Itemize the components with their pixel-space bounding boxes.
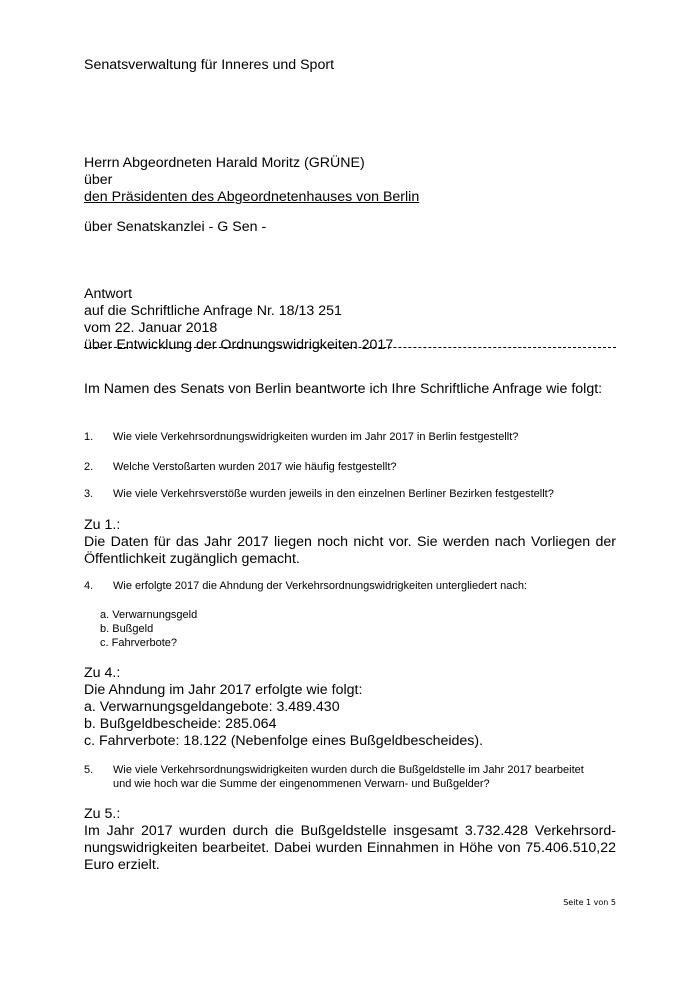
answer-text-5: Im Jahr 2017 wurden durch die Bußgeldstelle insgesamt 3.732.428 Verkehrsordnungswidrigkeiten bearbeitet. Dabei wurden Einnahmen in Höhe von 75.406.510,22 Euro erzielt. <box>84 823 616 873</box>
question-text: Wie viele Verkehrsverstöße wurden jeweils in den einzelnen Berliner Bezirken festgestellt? <box>113 488 554 500</box>
option-b: b. Bußgeld <box>100 623 154 635</box>
intro-text: Im Namen des Senats von Berlin beantworte ich Ihre Schriftliche Anfrage wie folgt: <box>84 381 603 397</box>
question-number: 3. <box>84 488 94 500</box>
answer-text-1: Die Daten für das Jahr 2017 liegen noch nicht vor. Sie werden nach Vorliegen der Öffentlichkeit zugänglich gemacht. <box>84 534 616 567</box>
inquiry-subject: über Entwicklung der Ordnungswidrigkeiten 2017 <box>84 337 394 353</box>
recipient-president: den Präsidenten des Abgeordnetenhauses von Berlin <box>84 189 420 205</box>
question-number: 2. <box>84 461 94 473</box>
answer-1 <box>84 517 616 568</box>
question-text: Welche Verstoßarten wurden 2017 wie häufig festgestellt? <box>113 461 397 473</box>
answer-title: Antwort <box>84 286 133 302</box>
question-number: 1. <box>84 431 94 443</box>
page-number: Seite 1 von 5 <box>563 898 616 907</box>
option-a: a. Verwarnungsgeld <box>100 609 198 621</box>
answer-4-line: b. Bußgeldbescheide: 285.064 <box>84 716 277 732</box>
question-5-continued: und wie hoch war die Summe der eingenommenen Verwarn- und Bußgelder? <box>113 778 490 790</box>
inquiry-date: vom 22. Januar 2018 <box>84 320 218 336</box>
inquiry-number: auf die Schriftliche Anfrage Nr. 18/13 251 <box>84 303 342 319</box>
answer-4-line: c. Fahrverbote: 18.122 (Nebenfolge eines Bußgeldbescheides). <box>84 733 484 749</box>
answer-heading-4: Zu 4.: <box>84 665 121 681</box>
question-text: Wie viele Verkehrsordnungswidrigkeiten wurden im Jahr 2017 in Berlin festgestellt? <box>113 431 519 443</box>
answer-heading-5: Zu 5.: <box>84 806 121 822</box>
recipient-address <box>84 155 419 206</box>
question-3 <box>84 487 554 501</box>
question-number: 5. <box>84 764 94 776</box>
dashed-divider <box>84 347 616 348</box>
recipient-name: Herrn Abgeordneten Harald Moritz (GRÜNE) <box>84 155 365 171</box>
question-number: 4. <box>84 580 94 592</box>
sender-department: Senatsverwaltung für Inneres und Sport <box>84 57 335 73</box>
question-4 <box>84 579 527 593</box>
question-text: Wie viele Verkehrsordnungswidrigkeiten wurden durch die Bußgeldstelle im Jahr 2017 bearbeitet <box>113 764 584 776</box>
question-5 <box>84 763 584 777</box>
answer-4-line: Die Ahndung im Jahr 2017 erfolgte wie folgt: <box>84 682 363 698</box>
question-text: Wie erfolgte 2017 die Ahndung der Verkehrsordnungswidrigkeiten untergliedert nach: <box>113 580 527 592</box>
via-chancellery: über Senatskanzlei - G Sen - <box>84 219 267 235</box>
recipient-via: über <box>84 172 113 188</box>
question-2 <box>84 460 397 474</box>
answer-4 <box>84 665 616 750</box>
answer-5 <box>84 806 616 874</box>
option-c: c. Fahrverbote? <box>100 637 178 649</box>
question-1 <box>84 430 518 444</box>
answer-4-line: a. Verwarnungsgeldangebote: 3.489.430 <box>84 699 340 715</box>
answer-heading <box>84 286 393 354</box>
question-4-options <box>100 608 197 650</box>
answer-heading-1: Zu 1.: <box>84 517 121 533</box>
